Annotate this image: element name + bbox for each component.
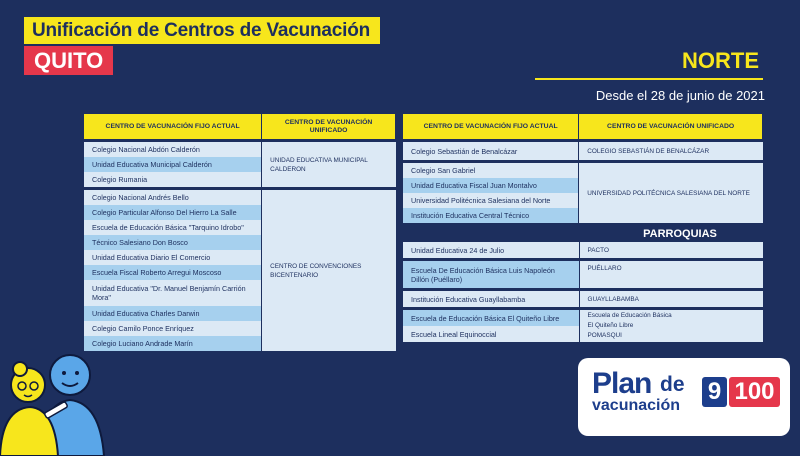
center-name: Colegio San Gabriel bbox=[403, 163, 579, 178]
center-name: Escuela Lineal Equinoccial bbox=[403, 326, 579, 342]
center-name: Escuela de Educación Básica "Tarquino Idrobo" bbox=[84, 220, 262, 235]
center-name: Institución Educativa Central Técnico bbox=[403, 208, 579, 223]
left-table bbox=[84, 114, 396, 351]
parroquias-table bbox=[403, 242, 763, 342]
right-table bbox=[403, 114, 763, 223]
header-fixed: CENTRO DE VACUNACIÓN FIJO ACTUAL bbox=[403, 114, 579, 139]
center-name: Escuela De Educación Básica Luis Napoleón Dillón (Puéllaro) bbox=[403, 261, 579, 288]
logo-plan-text: Plan bbox=[592, 367, 652, 400]
center-name: Escuela Fiscal Roberto Arregui Moscoso bbox=[84, 265, 262, 280]
illustration-people bbox=[0, 345, 110, 456]
zone-title: NORTE bbox=[682, 48, 759, 73]
unified-center: CENTRO DE CONVENCIONES BICENTENARIO bbox=[262, 190, 396, 351]
center-name: Escuela de Educación Básica El Quiteño Libre bbox=[403, 310, 579, 326]
logo-de-text: de bbox=[660, 373, 685, 396]
unified-center: UNIVERSIDAD POLITÉCNICA SALESIANA DEL NORTE bbox=[579, 163, 763, 223]
unified-center: UNIDAD EDUCATIVA MUNICIPAL CALDERON bbox=[262, 142, 396, 187]
center-name: Unidad Educativa 24 de Julio bbox=[403, 242, 579, 258]
center-name: Unidad Educativa Diario El Comercio bbox=[84, 250, 262, 265]
date-label: Desde el 28 de junio de 2021 bbox=[595, 88, 765, 103]
header-unified: CENTRO DE VACUNACIÓN UNIFICADO bbox=[262, 114, 396, 139]
parish-line: Escuela de Educación Básica bbox=[587, 312, 672, 319]
parish-name: PUÉLLARO bbox=[579, 261, 763, 288]
parish-name bbox=[579, 310, 763, 342]
parish-name: PACTO bbox=[579, 242, 763, 258]
parish-line: POMASQUI bbox=[587, 332, 622, 339]
title-banner: Unificación de Centros de Vacunación bbox=[24, 17, 380, 44]
logo-number-100: 100 bbox=[729, 377, 780, 407]
center-name: Unidad Educativa Municipal Calderón bbox=[84, 157, 262, 172]
center-name: Unidad Educativa Charles Darwin bbox=[84, 306, 262, 321]
center-name: Colegio Sebastián de Benalcázar bbox=[403, 142, 579, 160]
header-unified: CENTRO DE VACUNACIÓN UNIFICADO bbox=[579, 114, 763, 139]
city-label: QUITO bbox=[24, 46, 113, 75]
center-name: Universidad Politécnica Salesiana del Norte bbox=[403, 193, 579, 208]
center-name: Colegio Luciano Andrade Marín bbox=[84, 336, 262, 351]
center-name: Colegio Particular Alfonso Del Hierro La Salle bbox=[84, 205, 262, 220]
center-name: Unidad Educativa "Dr. Manuel Benjamín Carrión Mora" bbox=[84, 280, 262, 306]
logo-number-9: 9 bbox=[702, 377, 727, 407]
zone-divider bbox=[535, 78, 763, 80]
center-name: Institución Educativa Guayllabamba bbox=[403, 291, 579, 307]
center-name: Colegio Camilo Ponce Enríquez bbox=[84, 321, 262, 336]
center-name: Colegio Rumania bbox=[84, 172, 262, 187]
header-fixed: CENTRO DE VACUNACIÓN FIJO ACTUAL bbox=[84, 114, 262, 139]
parish-name: GUAYLLABAMBA bbox=[579, 291, 763, 307]
parish-line: El Quiteño Libre bbox=[587, 322, 634, 329]
center-name: Técnico Salesiano Don Bosco bbox=[84, 235, 262, 250]
center-name: Unidad Educativa Fiscal Juan Montalvo bbox=[403, 178, 579, 193]
logo-vacunacion-text: vacunación bbox=[592, 397, 681, 414]
unified-center: COLEGIO SEBASTIÁN DE BENALCÁZAR bbox=[579, 142, 763, 160]
center-name: Colegio Nacional Abdón Calderón bbox=[84, 142, 262, 157]
parroquias-title: PARROQUIAS bbox=[643, 228, 717, 240]
center-name: Colegio Nacional Andrés Bello bbox=[84, 190, 262, 205]
